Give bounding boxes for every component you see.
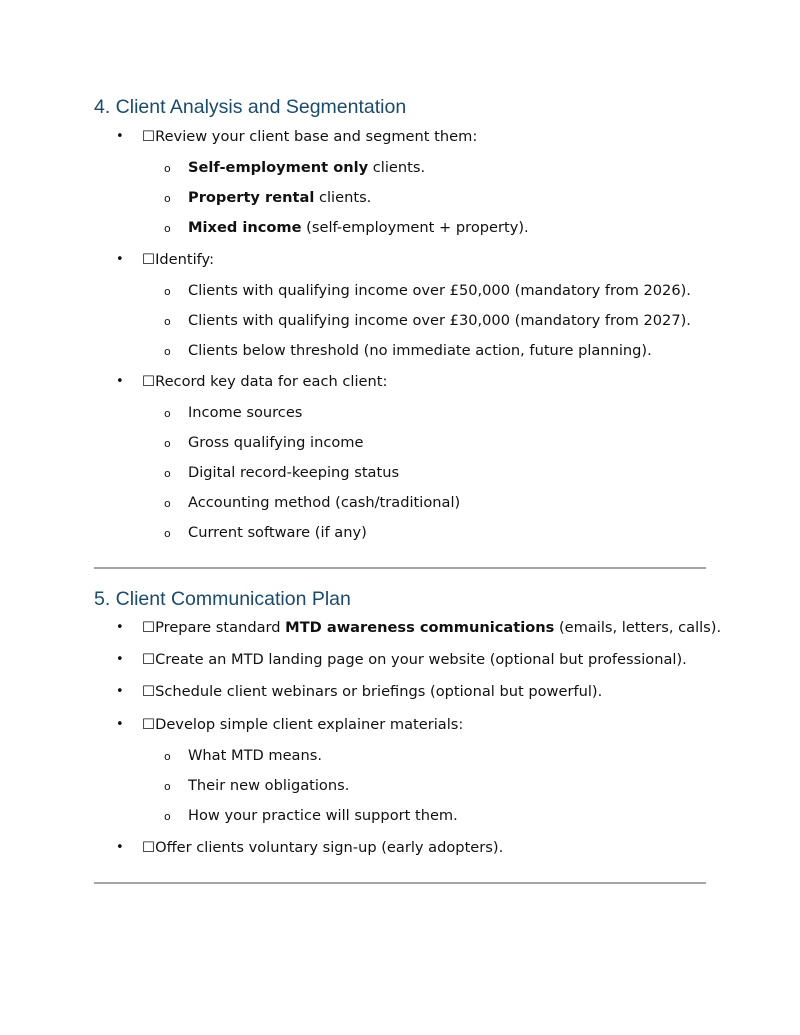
checkbox-icon[interactable]: ☐ bbox=[142, 651, 156, 668]
sub-item bbox=[94, 746, 322, 766]
item-text: What MTD means. bbox=[188, 747, 322, 764]
checklist-item bbox=[94, 838, 503, 858]
sub-bullet: o bbox=[164, 162, 171, 175]
item-text: Create an MTD landing page on your website (optional but professional). bbox=[155, 651, 687, 668]
item-text: Clients with qualifying income over £30,000 (mandatory from 2027). bbox=[188, 312, 691, 329]
item-text: Review your client base and segment them: bbox=[155, 128, 478, 145]
item-text: Income sources bbox=[188, 404, 303, 421]
item-text: Current software (if any) bbox=[188, 524, 367, 541]
bullet: • bbox=[116, 717, 124, 732]
sub-bullet: o bbox=[164, 315, 171, 328]
item-text: Clients below threshold (no immediate action, future planning). bbox=[188, 342, 652, 359]
item-bold-text: Property rental bbox=[188, 189, 315, 206]
item-text: (emails, letters, calls). bbox=[554, 619, 722, 636]
item-text: Record key data for each client: bbox=[155, 373, 388, 390]
sub-bullet: o bbox=[164, 222, 171, 235]
item-text: Gross qualifying income bbox=[188, 434, 364, 451]
checklist-item bbox=[94, 682, 602, 702]
item-text: Prepare standard bbox=[155, 619, 286, 636]
horizontal-rule bbox=[94, 567, 706, 569]
sub-bullet: o bbox=[164, 780, 171, 793]
sub-item bbox=[94, 523, 367, 543]
section-client-analysis bbox=[94, 93, 706, 121]
sub-item bbox=[94, 463, 399, 483]
sub-bullet: o bbox=[164, 285, 171, 298]
checkbox-icon[interactable]: ☐ bbox=[142, 251, 156, 268]
sub-bullet: o bbox=[164, 750, 171, 763]
sub-bullet: o bbox=[164, 192, 171, 205]
item-text: Schedule client webinars or briefings (optional but powerful). bbox=[155, 683, 603, 700]
item-bold-text: Mixed income bbox=[188, 219, 302, 236]
section-client-communication bbox=[94, 585, 706, 613]
bullet: • bbox=[116, 840, 124, 855]
item-bold-text: MTD awareness communications bbox=[285, 619, 555, 636]
checkbox-icon[interactable]: ☐ bbox=[142, 619, 156, 636]
checkbox-icon[interactable]: ☐ bbox=[142, 716, 156, 733]
checkbox-icon[interactable]: ☐ bbox=[142, 839, 156, 856]
checkbox-icon[interactable]: ☐ bbox=[142, 373, 156, 390]
checklist-item bbox=[94, 650, 687, 670]
bullet: • bbox=[116, 620, 124, 635]
item-text: Clients with qualifying income over £50,000 (mandatory from 2026). bbox=[188, 282, 691, 299]
sub-item bbox=[94, 776, 349, 796]
item-text: Identify: bbox=[155, 251, 215, 268]
sub-item bbox=[94, 493, 460, 513]
checklist-item bbox=[94, 618, 721, 638]
checklist-item bbox=[94, 127, 477, 147]
sub-bullet: o bbox=[164, 407, 171, 420]
item-text: clients. bbox=[368, 159, 426, 176]
item-text: Their new obligations. bbox=[188, 777, 350, 794]
checkbox-icon[interactable]: ☐ bbox=[142, 683, 156, 700]
bullet: • bbox=[116, 252, 124, 267]
item-text: Develop simple client explainer materials: bbox=[155, 716, 464, 733]
checklist-item bbox=[94, 250, 214, 270]
checkbox-icon[interactable]: ☐ bbox=[142, 128, 156, 145]
checklist-item bbox=[94, 715, 463, 735]
section-heading: 5. Client Communication Plan bbox=[94, 588, 351, 610]
item-text: How your practice will support them. bbox=[188, 807, 458, 824]
section-heading: 4. Client Analysis and Segmentation bbox=[94, 96, 407, 118]
sub-bullet: o bbox=[164, 527, 171, 540]
sub-item bbox=[94, 188, 371, 208]
sub-bullet: o bbox=[164, 467, 171, 480]
sub-bullet: o bbox=[164, 497, 171, 510]
sub-item bbox=[94, 403, 302, 423]
item-bold-text: Self-employment only bbox=[188, 159, 369, 176]
checklist-item bbox=[94, 372, 387, 392]
sub-item bbox=[94, 281, 691, 301]
sub-item bbox=[94, 311, 691, 331]
item-text: (self-employment + property). bbox=[301, 219, 529, 236]
bullet: • bbox=[116, 374, 124, 389]
bullet: • bbox=[116, 652, 124, 667]
sub-bullet: o bbox=[164, 345, 171, 358]
sub-bullet: o bbox=[164, 810, 171, 823]
item-text: clients. bbox=[314, 189, 372, 206]
horizontal-rule bbox=[94, 882, 706, 884]
sub-item bbox=[94, 158, 425, 178]
sub-item bbox=[94, 433, 364, 453]
item-text: Offer clients voluntary sign-up (early adopters). bbox=[155, 839, 504, 856]
sub-item bbox=[94, 806, 458, 826]
sub-bullet: o bbox=[164, 437, 171, 450]
item-text: Digital record-keeping status bbox=[188, 464, 400, 481]
item-text: Accounting method (cash/traditional) bbox=[188, 494, 461, 511]
sub-item bbox=[94, 341, 652, 361]
bullet: • bbox=[116, 684, 124, 699]
bullet: • bbox=[116, 129, 124, 144]
sub-item bbox=[94, 218, 529, 238]
